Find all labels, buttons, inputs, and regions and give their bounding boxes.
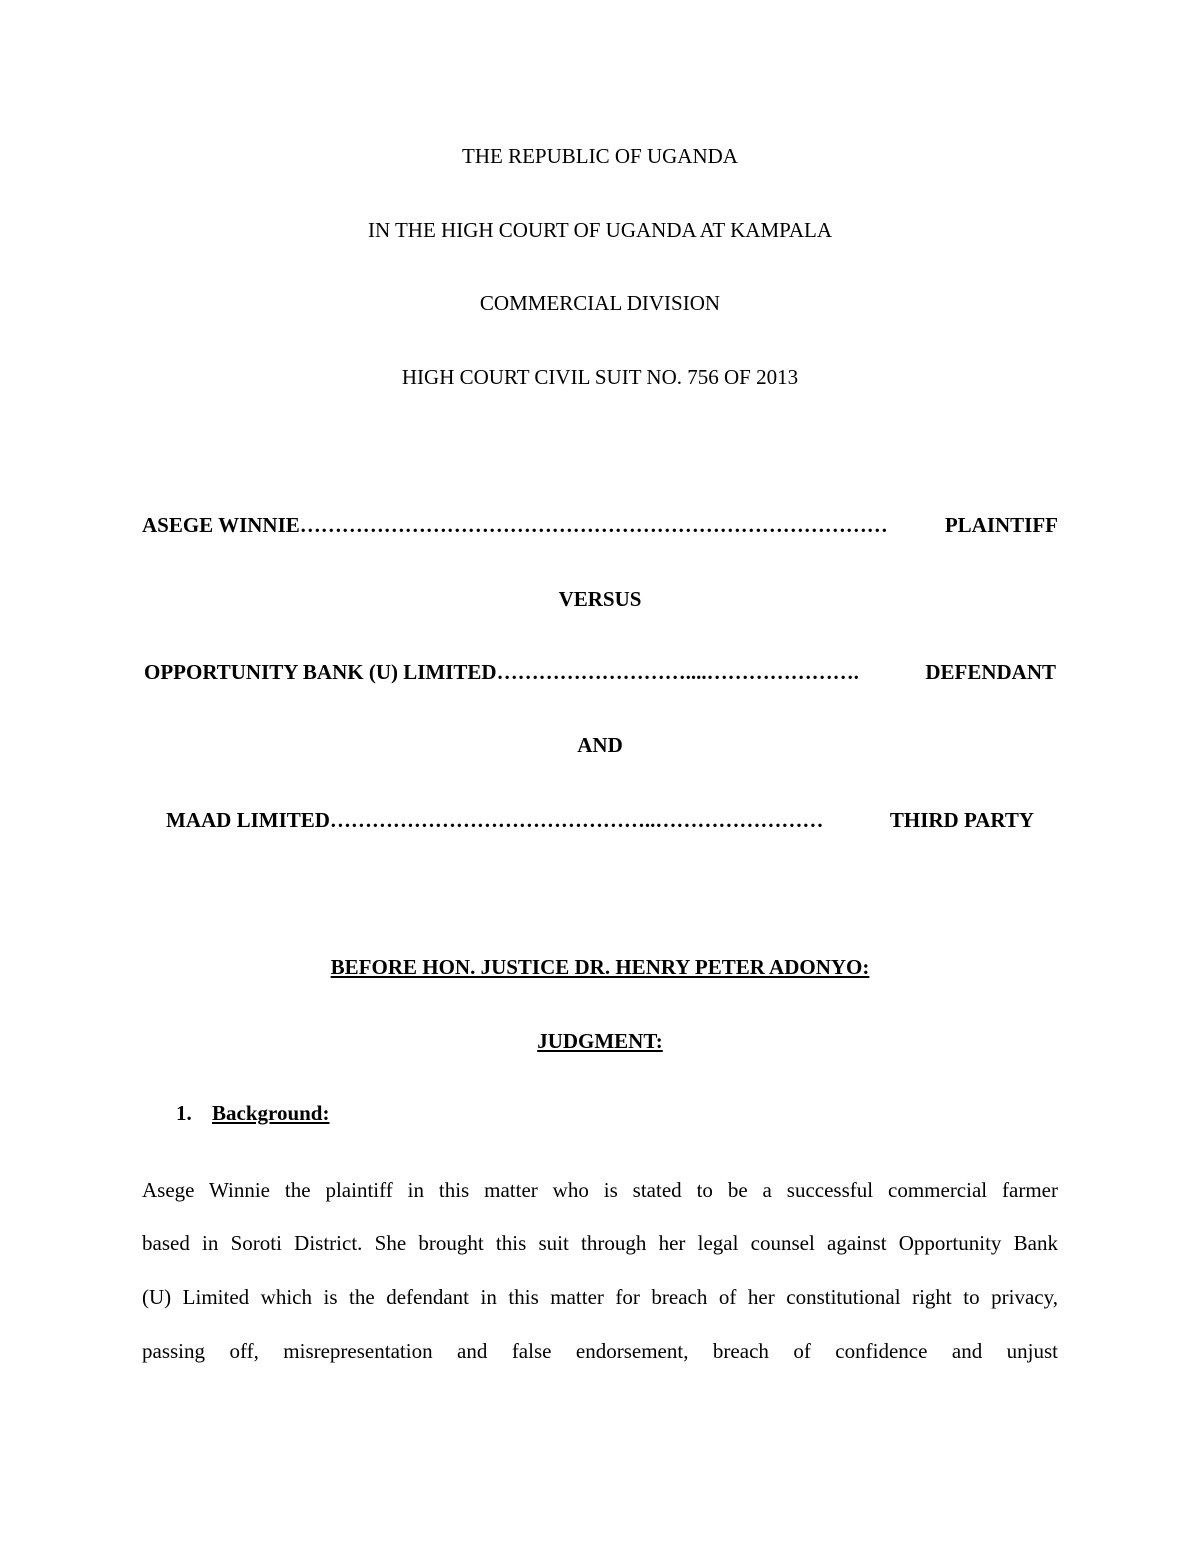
body-line: Asege Winnie the plaintiff in this matter who is stated to be a successful commercial farmer (142, 1178, 1058, 1202)
defendant-leader-dots: ………………………....…………………. (496, 660, 859, 684)
division-heading: COMMERCIAL DIVISION (479, 291, 721, 315)
plaintiff-leader-dots: ………………………………………………………………………… (299, 513, 888, 537)
section-number: 1. (176, 1101, 192, 1125)
versus-label: VERSUS (558, 587, 642, 611)
third-party-line (166, 806, 1034, 834)
and-label: AND (577, 733, 623, 757)
third-party-role: THIRD PARTY (889, 808, 1034, 832)
coram-line: BEFORE HON. JUSTICE DR. HENRY PETER ADONYO: (330, 955, 870, 979)
body-line: based in Soroti District. She brought this suit through her legal counsel against Opportunity Bank (142, 1231, 1058, 1255)
court-heading: IN THE HIGH COURT OF UGANDA AT KAMPALA (367, 218, 833, 242)
body-line: passing off, misrepresentation and false endorsement, breach of confidence and unjust (142, 1339, 1058, 1363)
judgment-title: JUDGMENT: (537, 1029, 663, 1053)
body-line: (U) Limited which is the defendant in this matter for breach of her constitutional right to privacy, (142, 1285, 1058, 1309)
third-party-name: MAAD LIMITED (166, 808, 330, 832)
third-party-leader-dots: ………………………………………..…………………… (329, 808, 824, 832)
plaintiff-role: PLAINTIFF (944, 513, 1058, 537)
defendant-name: OPPORTUNITY BANK (U) LIMITED (144, 660, 497, 684)
defendant-line (144, 658, 1056, 686)
republic-heading: THE REPUBLIC OF UGANDA (462, 144, 738, 168)
section-title: Background: (212, 1101, 330, 1125)
plaintiff-line (142, 511, 1058, 539)
defendant-role: DEFENDANT (925, 660, 1056, 684)
plaintiff-name: ASEGE WINNIE (142, 513, 300, 537)
suit-number: HIGH COURT CIVIL SUIT NO. 756 OF 2013 (401, 365, 799, 389)
section-heading (176, 1099, 329, 1127)
